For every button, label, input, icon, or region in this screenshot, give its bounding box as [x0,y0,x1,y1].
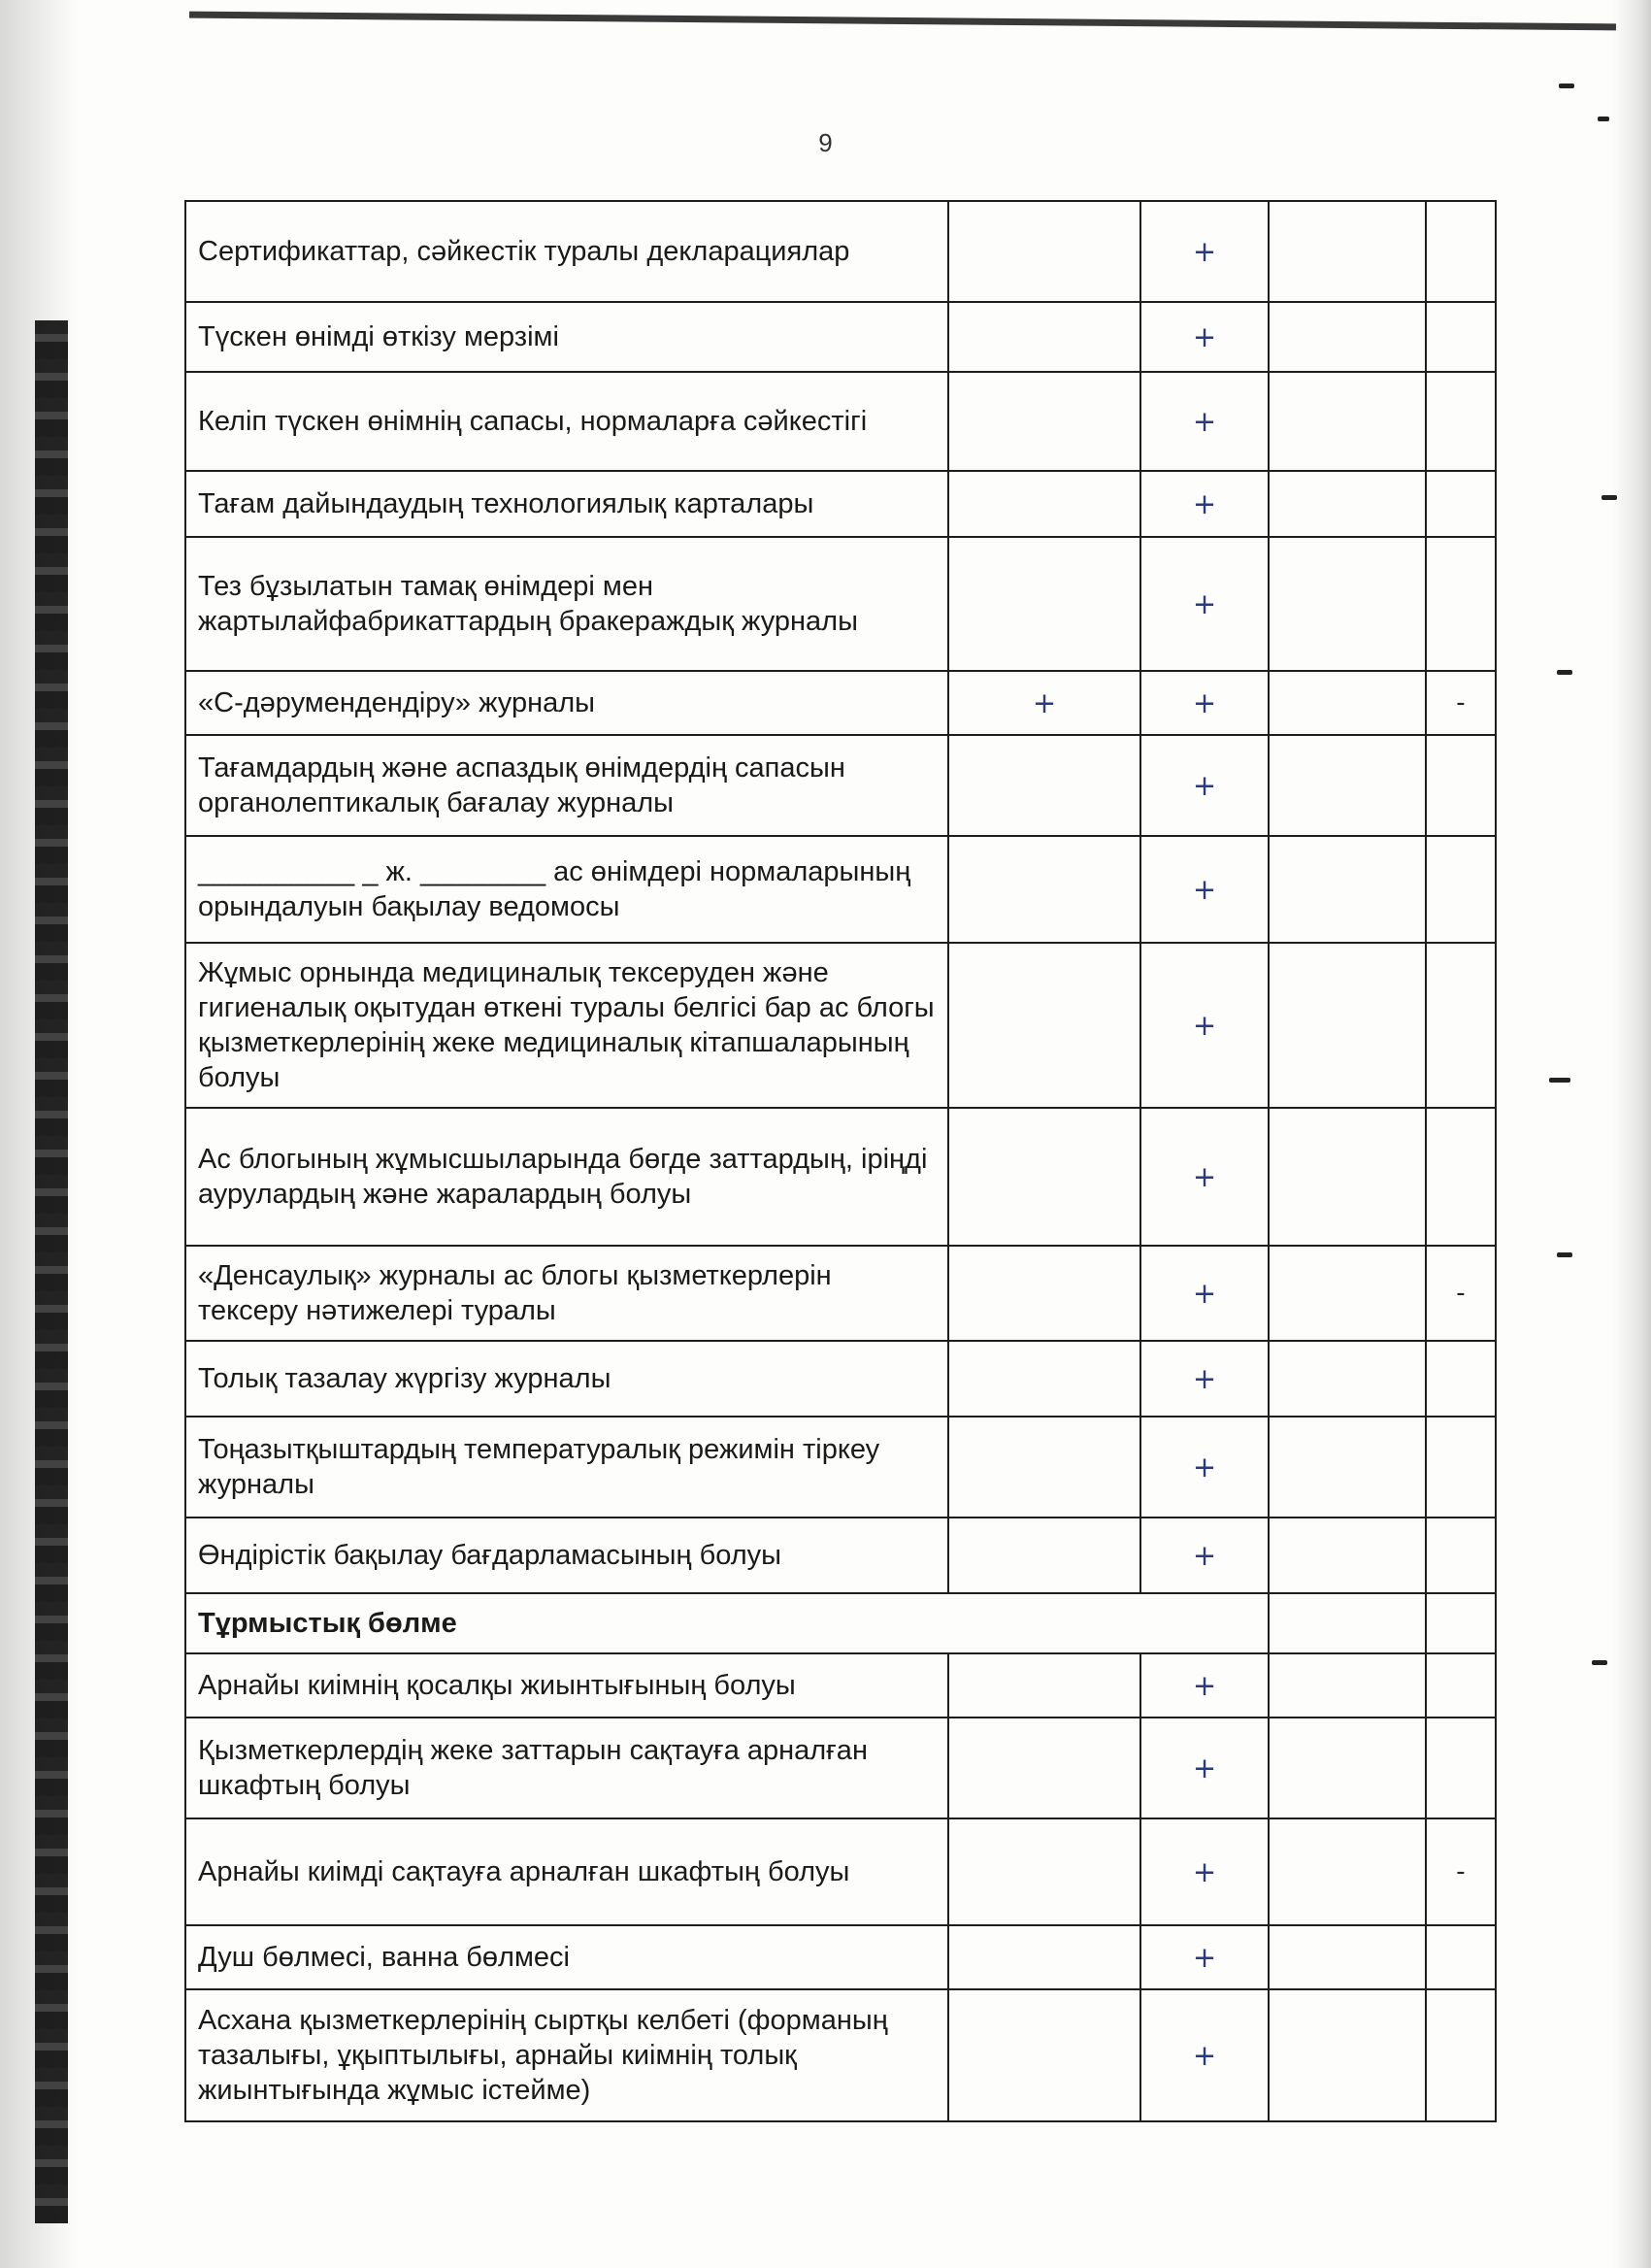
mark-cell-1 [948,735,1140,836]
table-row [185,1246,1496,1341]
row-label: __________ _ ж. ________ ас өнімдері нормаларының орындалуын бақылау ведомосы [185,836,948,943]
mark-cell-4 [1426,1417,1496,1518]
scan-speck [1601,495,1617,500]
mark-cell-2: + [1140,372,1269,471]
mark-cell-4 [1426,1653,1496,1718]
mark-cell-1 [948,201,1140,302]
mark-cell-2: + [1140,537,1269,671]
section-row [185,1593,1496,1653]
mark-cell-2: + [1140,1417,1269,1518]
mark-cell-1 [948,1518,1140,1593]
mark-cell-2: + [1140,1718,1269,1818]
mark-cell-4 [1426,1925,1496,1989]
row-label: Асхана қызметкерлерінің сыртқы келбеті (форманың тазалығы, ұқыптылығы, арнайы киімнің толық жиынтығында жұмыс істейме) [185,1989,948,2121]
row-label: Душ бөлмесі, ванна бөлмесі [185,1925,948,1989]
table-row [185,1341,1496,1417]
mark-cell-4: - [1426,1246,1496,1341]
mark-cell-2: + [1140,471,1269,537]
table-row [185,836,1496,943]
mark-cell-4: - [1426,1818,1496,1925]
mark-cell-2: + [1140,1341,1269,1417]
row-label: Сертификаттар, сәйкестік туралы декларациялар [185,201,948,302]
mark-cell-3 [1269,1653,1426,1718]
row-label: «Денсаулық» журналы ас блогы қызметкерлерін тексеру нәтижелері туралы [185,1246,948,1341]
mark-cell-1 [948,1925,1140,1989]
scan-speck [1592,1660,1607,1665]
mark-cell-4 [1426,1518,1496,1593]
mark-cell-4 [1426,372,1496,471]
mark-cell-4 [1426,1108,1496,1246]
mark-cell-4 [1426,943,1496,1108]
scan-speck [1549,1078,1570,1083]
table-row [185,735,1496,836]
row-label: Тез бұзылатын тамақ өнімдері мен жартылайфабрикаттардың бракераждық журналы [185,537,948,671]
mark-cell-3 [1269,372,1426,471]
mark-cell-3 [1269,471,1426,537]
mark-cell-4 [1426,1989,1496,2121]
row-label: Арнайы киімді сақтауға арналған шкафтың болуы [185,1818,948,1925]
mark-cell-1 [948,1718,1140,1818]
row-label: Өндірістік бақылау бағдарламасының болуы [185,1518,948,1593]
row-label: Түскен өнімді өткізу мерзімі [185,302,948,372]
scan-speck [1557,1252,1572,1257]
table-row [185,201,1496,302]
mark-cell-4 [1426,1593,1496,1653]
page-number: 9 [818,128,833,157]
mark-cell-3 [1269,836,1426,943]
mark-cell-2: + [1140,302,1269,372]
table-row [185,471,1496,537]
section-title: Тұрмыстық бөлме [185,1593,1269,1653]
table-row [185,372,1496,471]
table-row [185,671,1496,735]
row-label: «С-дәрумендендіру» журналы [185,671,948,735]
mark-cell-3 [1269,1341,1426,1417]
table-row [185,1925,1496,1989]
table-row [185,302,1496,372]
mark-cell-4 [1426,735,1496,836]
mark-cell-1 [948,1108,1140,1246]
mark-cell-1 [948,537,1140,671]
mark-cell-1 [948,1417,1140,1518]
mark-cell-2: + [1140,1653,1269,1718]
table-row [185,1718,1496,1818]
table-row [185,1417,1496,1518]
mark-cell-4 [1426,471,1496,537]
table-row [185,1989,1496,2121]
mark-cell-2: + [1140,671,1269,735]
mark-cell-1 [948,1989,1140,2121]
row-label: Толық тазалау жүргізу журналы [185,1341,948,1417]
mark-cell-4 [1426,201,1496,302]
scan-shadow-right [1612,0,1651,2268]
table-row [185,943,1496,1108]
mark-cell-3 [1269,1718,1426,1818]
table-row [185,1818,1496,1925]
table-row [185,1108,1496,1246]
mark-cell-4 [1426,836,1496,943]
mark-cell-1 [948,836,1140,943]
mark-cell-3 [1269,1417,1426,1518]
mark-cell-3 [1269,302,1426,372]
mark-cell-2: + [1140,1246,1269,1341]
row-label: Жұмыс орнында медициналық тексеруден және гигиеналық оқытудан өткені туралы белгісі бар ас блогы қызметкерлерінің жеке медициналық кітапшаларының болуы [185,943,948,1108]
mark-cell-1 [948,1653,1140,1718]
table-row [185,1653,1496,1718]
mark-cell-2: + [1140,1989,1269,2121]
mark-cell-3 [1269,671,1426,735]
mark-cell-1: + [948,671,1140,735]
scan-binding-edge [35,320,68,2223]
mark-cell-2: + [1140,836,1269,943]
mark-cell-1 [948,943,1140,1108]
mark-cell-2: + [1140,1108,1269,1246]
row-label: Тағам дайындаудың технологиялық карталары [185,471,948,537]
mark-cell-4 [1426,302,1496,372]
mark-cell-4: - [1426,671,1496,735]
mark-cell-4 [1426,537,1496,671]
mark-cell-2: + [1140,1925,1269,1989]
mark-cell-3 [1269,1818,1426,1925]
mark-cell-3 [1269,943,1426,1108]
row-label: Келіп түскен өнімнің сапасы, нормаларға сәйкестігі [185,372,948,471]
mark-cell-3 [1269,735,1426,836]
mark-cell-1 [948,1246,1140,1341]
mark-cell-3 [1269,1593,1426,1653]
row-label: Ас блогының жұмысшыларында бөгде заттардың, іріңді аурулардың және жаралардың болуы [185,1108,948,1246]
mark-cell-4 [1426,1341,1496,1417]
mark-cell-1 [948,372,1140,471]
mark-cell-3 [1269,1989,1426,2121]
mark-cell-2: + [1140,1518,1269,1593]
mark-cell-2: + [1140,735,1269,836]
mark-cell-3 [1269,1108,1426,1246]
scan-speck [1559,83,1574,88]
mark-cell-1 [948,302,1140,372]
mark-cell-4 [1426,1718,1496,1818]
mark-cell-3 [1269,201,1426,302]
row-label: Арнайы киімнің қосалқы жиынтығының болуы [185,1653,948,1718]
mark-cell-2: + [1140,1818,1269,1925]
table-row [185,537,1496,671]
mark-cell-3 [1269,1925,1426,1989]
checklist-table [184,200,1497,2122]
scan-speck [1598,117,1609,121]
mark-cell-3 [1269,537,1426,671]
row-label: Тоңазытқыштардың температуралық режимін тіркеу журналы [185,1417,948,1518]
mark-cell-1 [948,471,1140,537]
checklist-body [185,201,1496,2121]
mark-cell-3 [1269,1518,1426,1593]
mark-cell-1 [948,1818,1140,1925]
table-row [185,1518,1496,1593]
scan-top-edge [189,4,1616,38]
mark-cell-3 [1269,1246,1426,1341]
row-label: Қызметкерлердің жеке заттарын сақтауға арналған шкафтың болуы [185,1718,948,1818]
row-label: Тағамдардың және аспаздық өнімдердің сапасын органолептикалық бағалау журналы [185,735,948,836]
mark-cell-1 [948,1341,1140,1417]
mark-cell-2: + [1140,201,1269,302]
scan-speck [1557,670,1572,675]
mark-cell-2: + [1140,943,1269,1108]
